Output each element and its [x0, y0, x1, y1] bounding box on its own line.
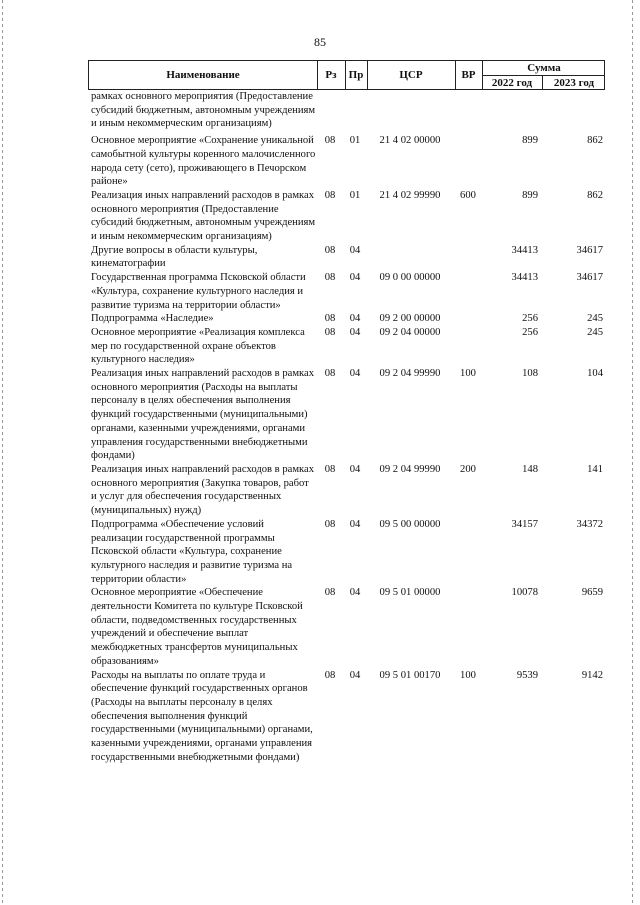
row-2023: 245	[587, 313, 603, 325]
row-pr: 04	[349, 244, 361, 256]
row-vr: 100	[460, 368, 476, 380]
table-row	[88, 90, 605, 131]
row-2022: 899	[522, 189, 538, 201]
row-2022: 256	[522, 326, 538, 338]
table-row	[88, 669, 605, 765]
row-vr: 600	[460, 189, 476, 201]
row-name: Реализация иных направлений расходов в рамках основного мероприятия (Закупка товаров, работ и услуг для обеспечения государственных (муниципальных) нужд)	[91, 463, 315, 517]
table-header	[88, 60, 605, 90]
row-pr: 01	[349, 189, 361, 201]
row-csr: 09 2 04 99990	[379, 368, 441, 380]
row-rz: 08	[324, 518, 336, 530]
table-row	[88, 312, 605, 326]
header-2022: 2022 год	[491, 76, 533, 89]
header-pr: Пр	[348, 69, 364, 81]
row-2023: 862	[587, 189, 603, 201]
row-vr: 200	[460, 463, 476, 475]
row-rz: 08	[324, 669, 336, 681]
row-2022: 256	[522, 313, 538, 325]
left-scan-edge	[2, 0, 3, 905]
row-2023: 9659	[581, 587, 603, 599]
table-row	[88, 367, 605, 463]
row-pr: 04	[349, 313, 361, 325]
row-2022: 148	[522, 463, 538, 475]
row-2023: 862	[587, 135, 603, 147]
row-vr: 100	[460, 669, 476, 681]
row-pr: 01	[349, 135, 361, 147]
budget-table	[88, 60, 605, 764]
row-2023	[542, 90, 605, 131]
row-vr	[454, 134, 482, 189]
row-pr: 04	[349, 518, 361, 530]
table-row	[88, 189, 605, 244]
row-2022: 9539	[516, 669, 538, 681]
header-sum: Сумма	[527, 62, 561, 74]
row-rz: 08	[324, 368, 336, 380]
row-rz: 08	[324, 463, 336, 475]
row-name: Основное мероприятие «Реализация комплекса мер по государственной охране объектов культурного наследия»	[91, 326, 305, 366]
table-row	[88, 244, 605, 271]
row-csr: 09 5 01 00000	[379, 587, 441, 599]
row-vr	[454, 244, 482, 271]
table-row	[88, 134, 605, 189]
row-rz: 08	[324, 326, 336, 338]
row-name: Другие вопросы в области культуры, кинематографии	[91, 244, 258, 270]
row-csr: 09 0 00 00000	[379, 272, 441, 284]
row-pr: 04	[349, 326, 361, 338]
row-2023: 34617	[576, 244, 603, 256]
row-vr	[454, 326, 482, 367]
row-name: Государственная программа Псковской области «Культура, сохранение культурного наследия и развитие туризма на территории области»	[91, 272, 306, 311]
row-2023: 245	[587, 326, 603, 338]
row-csr: 21 4 02 00000	[379, 135, 441, 147]
row-rz: 08	[324, 244, 336, 256]
row-pr: 04	[349, 587, 361, 599]
row-rz: 08	[324, 313, 336, 325]
row-pr: 04	[349, 669, 361, 681]
row-2022: 34413	[511, 244, 538, 256]
row-name: Подпрограмма «Наследие»	[91, 313, 214, 325]
row-rz	[316, 90, 344, 131]
row-csr: 09 2 04 99990	[379, 463, 441, 475]
header-vr: ВР	[461, 69, 476, 81]
row-vr	[454, 271, 482, 312]
row-name: Основное мероприятие «Сохранение уникальной самобытной культуры коренного малочисленного народа сету (сето), проживающего в Печорском районе»	[91, 135, 316, 188]
row-csr: 09 2 04 00000	[379, 326, 441, 338]
header-2023: 2023 год	[553, 76, 595, 89]
right-scan-edge	[632, 0, 633, 905]
row-2023: 34617	[576, 272, 603, 284]
row-vr	[454, 586, 482, 668]
table-body	[88, 90, 605, 764]
row-2022: 34413	[511, 272, 538, 284]
row-2023: 141	[587, 463, 603, 475]
row-vr	[454, 90, 482, 131]
row-2022: 899	[522, 135, 538, 147]
row-pr: 04	[349, 463, 361, 475]
row-csr	[366, 90, 454, 131]
header-name: Наименование	[166, 69, 240, 81]
table-row	[88, 518, 605, 587]
row-2022: 108	[522, 368, 538, 380]
row-rz: 08	[324, 135, 336, 147]
header-rz: Рз	[325, 69, 337, 81]
row-2023: 34372	[576, 518, 603, 530]
row-rz: 08	[324, 587, 336, 599]
row-rz: 08	[324, 272, 336, 284]
row-vr	[454, 312, 482, 326]
row-2023: 104	[587, 368, 603, 380]
row-2022: 10078	[511, 587, 538, 599]
page-number: 85	[314, 35, 326, 49]
row-pr	[344, 90, 366, 131]
row-name: Подпрограмма «Обеспечение условий реализации государственной программы Псковской области «Культура, сохранение культурного наследия и развитие туризма на территории области»	[91, 518, 293, 585]
row-name: рамках основного мероприятия (Предоставление субсидий бюджетным, автономным учреждениям и иным некоммерческим организациям)	[91, 91, 316, 130]
row-name: Реализация иных направлений расходов в рамках основного мероприятия (Предоставление субсидий бюджетным, автономным учреждениям и иным некоммерческим организациям)	[91, 189, 316, 243]
row-vr	[454, 518, 482, 587]
row-2022: 34157	[511, 518, 538, 530]
row-2023: 9142	[581, 669, 603, 681]
table-row	[88, 271, 605, 312]
row-name: Расходы на выплаты по оплате труда и обеспечение функций государственных органов (Расходы на выплаты персоналу в целях обеспечения выполнения функций государственными (муниципальными) органами, казенными учреждениями, органами управления государственными внебюджетными фондами)	[91, 669, 313, 763]
table-row	[88, 463, 605, 518]
row-csr: 09 5 00 00000	[379, 518, 441, 530]
table-row	[88, 326, 605, 367]
row-pr: 04	[349, 368, 361, 380]
row-csr: 09 2 00 00000	[379, 313, 441, 325]
table-row	[88, 586, 605, 668]
row-name: Реализация иных направлений расходов в рамках основного мероприятия (Расходы на выплаты персоналу в целях обеспечения выполнения функций государственными (муниципальными) органами, казенными учреждениями, органами управления государственными внебюджетными фондами)	[91, 368, 315, 462]
row-rz: 08	[324, 189, 336, 201]
row-2022	[482, 90, 542, 131]
header-csr: ЦСР	[399, 69, 423, 81]
row-csr: 09 5 01 00170	[379, 669, 441, 681]
row-pr: 04	[349, 272, 361, 284]
row-name: Основное мероприятие «Обеспечение деятельности Комитета по культуре Псковской области, подведомственных государственных учреждений и обеспечение выплат межбюджетных трансфертов муниципальных образованиям»	[91, 587, 303, 667]
row-csr: 21 4 02 99990	[379, 189, 441, 201]
row-csr	[366, 244, 454, 271]
